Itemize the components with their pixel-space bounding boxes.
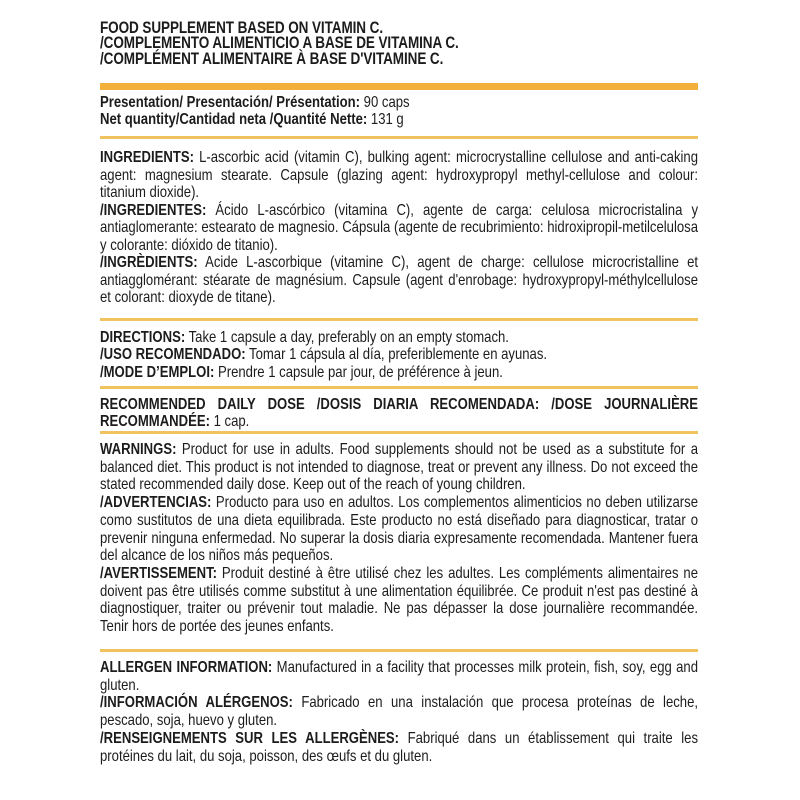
separator	[100, 431, 698, 434]
allergen-section	[100, 659, 698, 765]
product-title	[100, 21, 698, 67]
directions-en-label: DIRECTIONS:	[100, 329, 186, 346]
separator	[100, 386, 698, 389]
directions-es-text: Tomar 1 cápsula al día, preferiblemente en ayunas.	[245, 346, 548, 364]
directions-fr-text: Prendre 1 capsule par jour, de préférence à jeun.	[214, 363, 503, 381]
warnings-es-text: Producto para uso en adultos. Los complementos alimenticios no deben utilizarse como sustitutos de una dieta equilibrada. Este producto no está diseñado para diagnosticar, tratar o prevenir ninguna enfermedad. No superar la dosis diaria expresamente recomendada. Mantener fuera del alcance de los niños más pequeños.	[100, 494, 699, 565]
allergen-fr-text: Fabriqué dans un établissement qui traite les protéines du lait, du soja, poisson, des œufs et du gluten.	[100, 729, 699, 765]
allergen-en-label: ALLERGEN INFORMATION:	[100, 659, 273, 676]
directions-fr-label: /MODE D’EMPLOI:	[100, 363, 215, 381]
allergen-es-text: Fabricado en una instalación que procesa proteínas de leche, pescado, soja, huevo y gluten.	[100, 694, 699, 730]
directions-es	[100, 346, 698, 363]
ingredients-fr-label: /INGRÈDIENTS:	[100, 254, 198, 272]
warnings-fr-text: Produit destiné à être utilisé chez les adultes. Les compléments alimentaires ne doivent pas être utilisés comme substitut à une alimentation équilibrée. Ce produit n'est pas destiné à diagnostiquer, traiter ou prévenir tout maladie. Ne pas dépasser la dose journalière recommandée. Tenir hors de portée des jeunes enfants.	[100, 564, 699, 636]
warnings-es	[100, 494, 698, 565]
warnings-fr-label: /AVERTISSEMENT:	[100, 564, 218, 582]
warnings-es-label: /ADVERTENCIAS:	[100, 494, 212, 512]
ingredients-es	[100, 202, 698, 255]
separator	[100, 318, 698, 321]
recommended-dose-value: 1 cap.	[209, 413, 250, 430]
ingredients-section	[100, 149, 698, 307]
net-quantity-value: 131 g	[367, 110, 404, 128]
allergen-en	[100, 659, 698, 694]
ingredients-en	[100, 149, 698, 202]
presentation-section	[100, 95, 698, 128]
accent-bar	[100, 83, 698, 90]
directions-en-text: Take 1 capsule a day, preferably on an empty stomach.	[185, 329, 509, 346]
recommended-dose-label: RECOMMENDED DAILY DOSE /DOSIS DIARIA RECOMENDADA: /DOSE JOURNALIÈRE RECOMMANDÉE:	[100, 396, 699, 430]
warnings-fr	[100, 565, 698, 636]
ingredients-es-text: Ácido L-ascórbico (vitamina C), agente de carga: celulosa microcristalina y antiaglomerante: estearato de magnesio. Cápsula (agente de recubrimiento: hidroxipropil-metilcelulosa y colorante: dióxido de titanio).	[100, 201, 699, 254]
allergen-es	[100, 694, 698, 729]
ingredients-en-label: INGREDIENTS:	[100, 149, 194, 166]
ingredients-fr	[100, 254, 698, 307]
directions-en	[100, 329, 698, 346]
ingredients-en-text: L-ascorbic acid (vitamin C), bulking agent: microcrystalline cellulose and anti-caking agent: magnesium stearate. Capsule (glazing agent: hydroxypropyl methyl-cellulose and colour: titanium dioxide).	[100, 149, 699, 202]
recommended-dose-section	[100, 396, 698, 430]
allergen-es-label: /INFORMACIÓN ALÉRGENOS:	[100, 694, 293, 712]
allergen-fr-label: /RENSEIGNEMENTS SUR LES ALLERGÈNES:	[100, 729, 400, 747]
directions-fr	[100, 364, 698, 381]
presentation-value: 90 caps	[360, 94, 410, 111]
presentation-row	[100, 95, 698, 112]
net-quantity-label: Net quantity/Cantidad neta /Quantité Nette:	[100, 110, 368, 128]
warnings-en-label: WARNINGS:	[100, 441, 177, 458]
warnings-en-text: Product for use in adults. Food supplements should not be used as a substitute for a balanced diet. This product is not intended to diagnose, treat or prevent any illness. Do not exceed the stated recommended daily dose. Keep out of the reach of young children.	[100, 441, 699, 494]
warnings-section	[100, 441, 698, 636]
title-line-fr: /COMPLÉMENT ALIMENTAIRE À BASE D'VITAMINE C.	[100, 49, 444, 68]
net-quantity-row	[100, 112, 698, 129]
ingredients-fr-text: Acide L-ascorbique (vitamine C), agent de charge: cellulose microcristalline et antiagglomérant: stéarate de magnésium. Capsule (agent d'enrobage: hydroxypropyl-méthylcellulose et colorant: dioxyde de titane).	[100, 254, 699, 307]
title-line-en: FOOD SUPPLEMENT BASED ON VITAMIN C.	[100, 19, 384, 37]
directions-es-label: /USO RECOMENDADO:	[100, 346, 246, 364]
presentation-label: Presentation/ Presentación/ Présentation:	[100, 94, 361, 111]
separator	[100, 649, 698, 652]
warnings-en	[100, 441, 698, 494]
separator	[100, 136, 698, 139]
directions-section	[100, 329, 698, 381]
allergen-en-text: Manufactured in a facility that processes milk protein, fish, soy, egg and gluten.	[100, 659, 699, 694]
ingredients-es-label: /INGREDIENTES:	[100, 201, 207, 219]
allergen-fr	[100, 730, 698, 765]
recommended-dose	[100, 396, 698, 430]
title-line-es: /COMPLEMENTO ALIMENTICIO A BASE DE VITAMINA C.	[100, 34, 459, 53]
